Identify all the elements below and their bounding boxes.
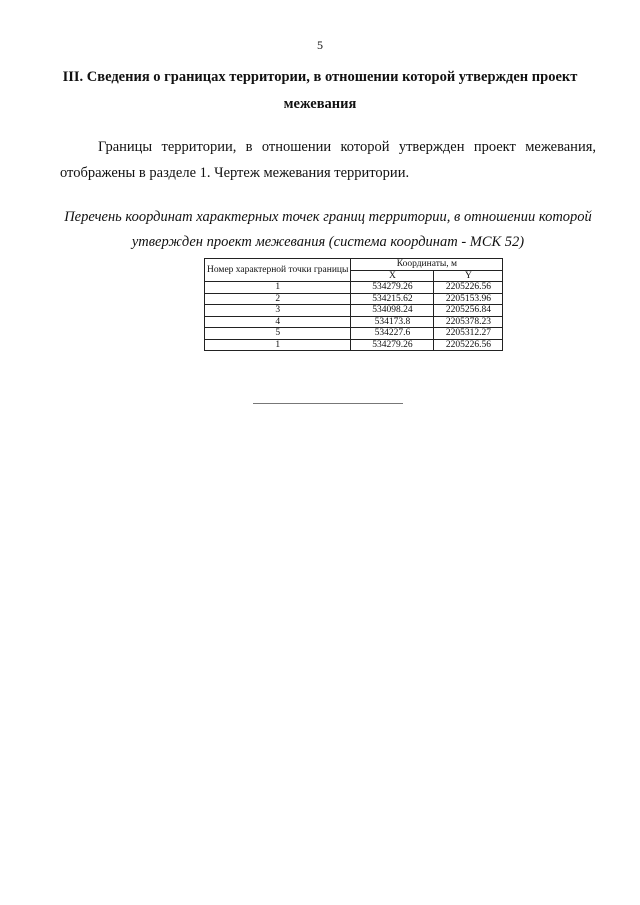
separator-line <box>253 403 403 404</box>
cell-point: 2 <box>205 293 351 305</box>
table-row <box>205 293 503 305</box>
header-y: Y <box>434 270 503 282</box>
cell-y: 2205256.84 <box>434 305 503 317</box>
table-caption: Перечень координат характерных точек границ территории, в отношении которой утвержден проект межевания (система координат - МСК 52) <box>64 209 592 250</box>
cell-point: 5 <box>205 328 351 340</box>
table-row <box>205 305 503 317</box>
section-title: III. Сведения о границах территории, в отношении которой утвержден проект межевания <box>62 69 578 112</box>
cell-x: 534098.24 <box>351 305 434 317</box>
table-row <box>205 328 503 340</box>
cell-point: 1 <box>205 282 351 294</box>
cell-x: 534279.26 <box>351 282 434 294</box>
body-paragraph: Границы территории, в отношении которой утвержден проект межевания, отображены в разделе 1. Чертеж межевания территории. <box>60 139 596 181</box>
header-x: X <box>351 270 434 282</box>
cell-x: 534173.8 <box>351 316 434 328</box>
header-coordinates: Координаты, м <box>351 259 503 271</box>
cell-y: 2205226.56 <box>434 339 503 351</box>
cell-x: 534215.62 <box>351 293 434 305</box>
cell-point: 3 <box>205 305 351 317</box>
table-header-row <box>205 259 503 271</box>
table-row <box>205 339 503 351</box>
cell-point: 4 <box>205 316 351 328</box>
table-row <box>205 282 503 294</box>
coordinates-table <box>204 258 503 351</box>
header-point-number: Номер характерной точки границы <box>205 259 351 282</box>
cell-y: 2205378.23 <box>434 316 503 328</box>
cell-point: 1 <box>205 339 351 351</box>
cell-x: 534279.26 <box>351 339 434 351</box>
table-row <box>205 316 503 328</box>
cell-y: 2205153.96 <box>434 293 503 305</box>
cell-y: 2205312.27 <box>434 328 503 340</box>
cell-y: 2205226.56 <box>434 282 503 294</box>
page-number: 5 <box>317 38 323 52</box>
cell-x: 534227.6 <box>351 328 434 340</box>
